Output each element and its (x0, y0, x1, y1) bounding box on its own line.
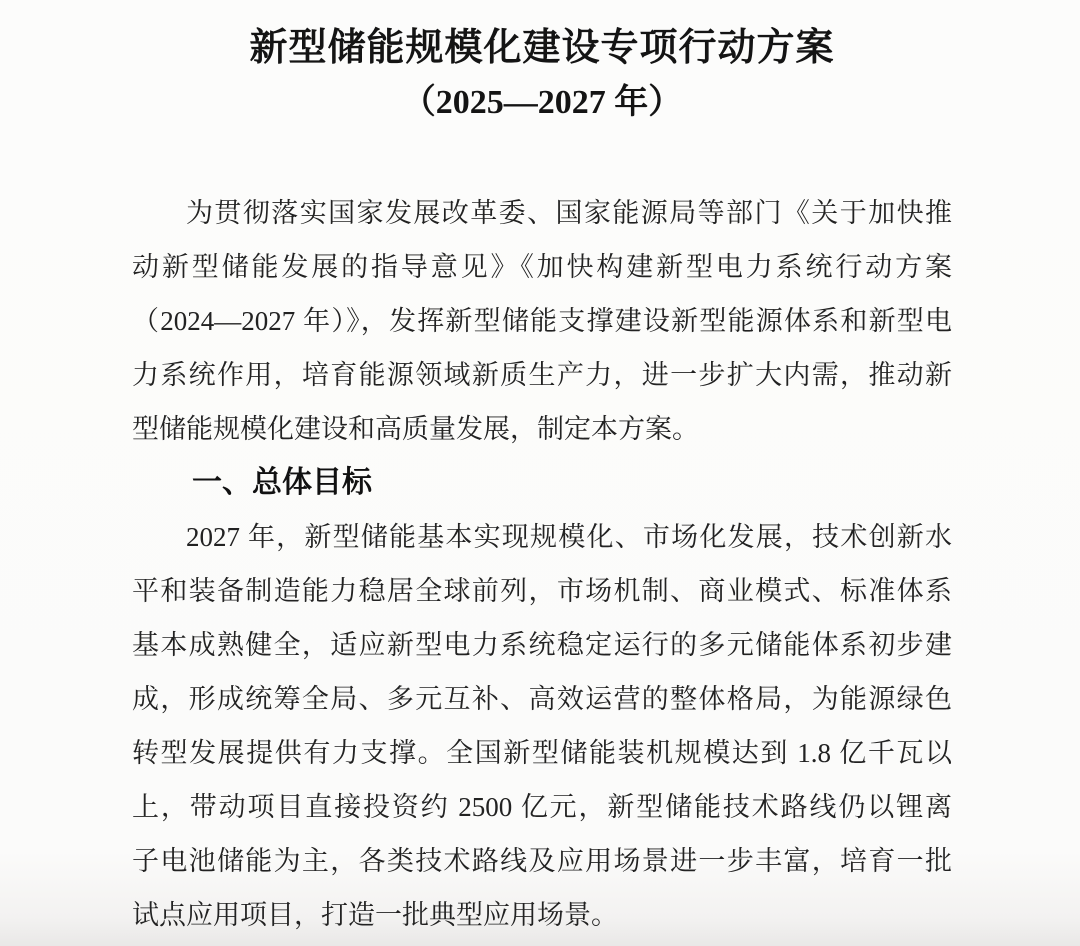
paragraph1-line: 为贯彻落实国家发展改革委、国家能源局等部门《关于加快推 (186, 198, 952, 228)
paragraph1-line: 动新型储能发展的指导意见》《加快构建新型电力系统行动方案 (132, 252, 952, 282)
paragraph2-line: 转型发展提供有力支撑。全国新型储能装机规模达到 1.8 亿千瓦以 (132, 738, 952, 768)
paragraph1-line: 型储能规模化建设和高质量发展，制定本方案。 (132, 414, 699, 444)
paragraph2-line: 子电池储能为主，各类技术路线及应用场景进一步丰富，培育一批 (132, 846, 952, 876)
paragraph2-line: 基本成熟健全，适应新型电力系统稳定运行的多元储能体系初步建 (132, 630, 952, 660)
paragraph2-line: 平和装备制造能力稳居全球前列，市场机制、商业模式、标准体系 (132, 576, 952, 606)
document-subtitle: （2025—2027 年） (401, 84, 683, 121)
document-body (132, 0, 952, 942)
section-heading-overall-goals: 一、总体目标 (192, 466, 372, 499)
paragraph2-line: 成，形成统筹全局、多元互补、高效运营的整体格局，为能源绿色 (132, 684, 952, 714)
paragraph2-line: 试点应用项目，打造一批典型应用场景。 (132, 900, 618, 930)
paragraph1-line: 力系统作用，培育能源领域新质生产力，进一步扩大内需，推动新 (132, 360, 952, 390)
paragraph1-line: （2024—2027 年）》，发挥新型储能支撑建设新型能源体系和新型电 (132, 306, 952, 336)
paragraph2-line: 上，带动项目直接投资约 2500 亿元，新型储能技术路线仍以锂离 (132, 792, 952, 822)
document-text-block (132, 186, 952, 942)
paragraph2-line: 2027 年，新型储能基本实现规模化、市场化发展，技术创新水 (186, 522, 952, 552)
document-title: 新型储能规模化建设专项行动方案 (249, 27, 835, 69)
